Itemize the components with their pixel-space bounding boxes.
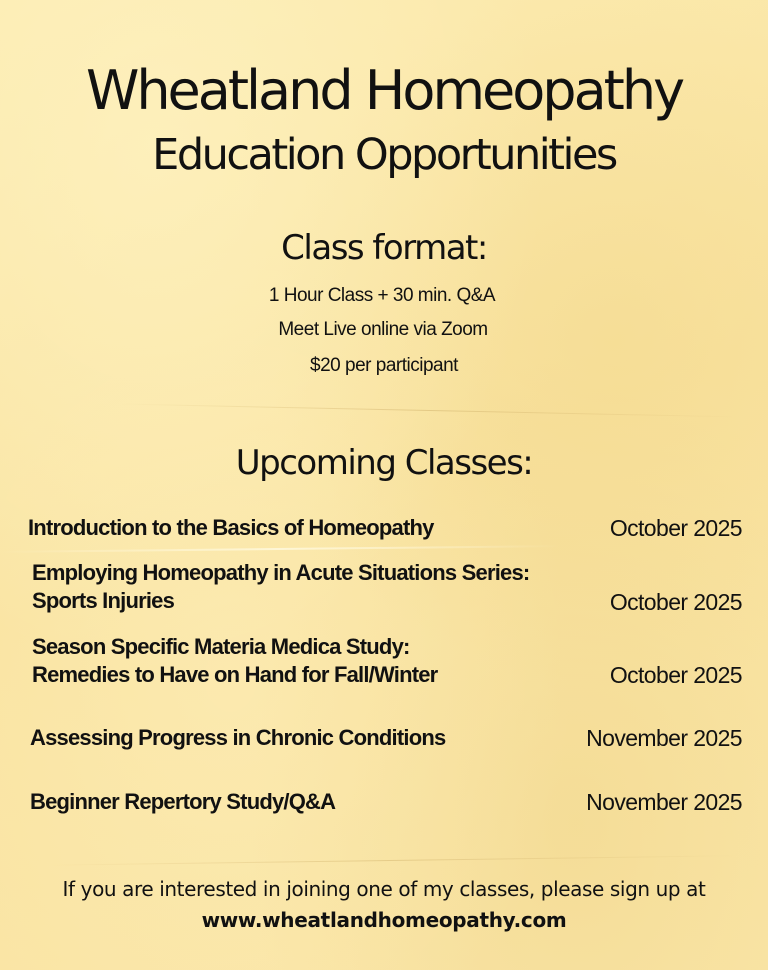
website-link[interactable]: www.wheatlandhomeopathy.com (201, 908, 567, 932)
class-title (32, 633, 437, 689)
class-date: October 2025 (609, 589, 742, 615)
class-format-duration: 1 Hour Class + 30 min. Q&A (268, 285, 496, 306)
signup-prompt: If you are interested in joining one of my classes, please sign up at (62, 877, 706, 901)
class-format-price: $20 per participant (310, 355, 458, 376)
class-title-line: Assessing Progress in Chronic Conditions (30, 725, 446, 750)
class-format-venue: Meet Live online via Zoom (278, 319, 488, 340)
paper-crease (120, 404, 740, 418)
class-title (30, 788, 335, 816)
class-date: October 2025 (609, 515, 742, 541)
class-title (28, 514, 434, 542)
class-title-line: Sports Injuries (32, 588, 175, 613)
paper-crease (40, 855, 740, 866)
class-format-heading: Class format: (281, 228, 487, 268)
page-title: Wheatland Homeopathy (85, 59, 683, 122)
class-title (30, 724, 445, 752)
class-date: November 2025 (586, 789, 742, 815)
upcoming-classes-heading: Upcoming Classes: (235, 443, 533, 483)
class-title-line: Season Specific Materia Medica Study: (32, 634, 410, 659)
class-title-line: Beginner Repertory Study/Q&A (30, 789, 336, 814)
page-subtitle: Education Opportunities (152, 130, 616, 180)
class-title-line: Introduction to the Basics of Homeopathy (28, 515, 434, 540)
class-date: October 2025 (609, 662, 742, 688)
class-title (32, 559, 529, 615)
class-title-line: Remedies to Have on Hand for Fall/Winter (32, 662, 438, 687)
class-date: November 2025 (586, 725, 742, 751)
paper-crease (0, 545, 560, 553)
class-title-line: Employing Homeopathy in Acute Situations Series: (32, 560, 530, 585)
